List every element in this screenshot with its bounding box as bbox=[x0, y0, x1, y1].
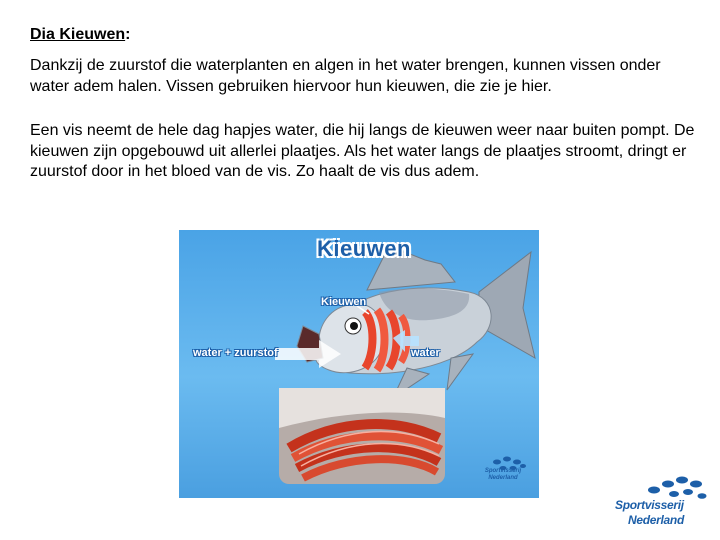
slide-heading bbox=[30, 26, 130, 44]
water-out-label: water bbox=[411, 347, 440, 359]
fish-pupil bbox=[350, 322, 358, 330]
logo-line2: Nederland bbox=[628, 513, 684, 527]
slide-heading-colon: : bbox=[125, 26, 131, 43]
figure-title: Kieuwen bbox=[317, 236, 411, 261]
figure-logo-line1: Sportvisserij bbox=[484, 468, 522, 474]
figure-logo bbox=[479, 456, 531, 492]
logo-drops-icon bbox=[612, 470, 712, 500]
sportvisserij-logo bbox=[612, 470, 712, 532]
paragraph-explanation: Een vis neemt de hele dag hapjes water, die hij langs de kieuwen weer naar buiten pompt. De kieuwen zijn opgebouwd uit allerlei plaatjes. Als het water langs de plaatjes stroomt, dringt er zuurstof door in het bloed van de vis. Zo haalt de vis dus adem. bbox=[30, 122, 695, 180]
water-in-label: water + zuurstof bbox=[193, 347, 278, 359]
gills-illustration bbox=[179, 230, 539, 498]
fish-anal-fin bbox=[447, 354, 473, 390]
gills-photo bbox=[279, 388, 445, 484]
gills-label: Kieuwen bbox=[321, 296, 367, 308]
paragraph-intro: Dankzij de zuurstof die waterplanten en algen in het water brengen, kunnen vissen onder water adem halen. Vissen gebruiken hiervoor hun kieuwen, die zie je hier. bbox=[30, 57, 661, 95]
slide-heading-title: Dia Kieuwen bbox=[30, 26, 126, 43]
logo-line1: Sportvisserij bbox=[615, 498, 684, 512]
figure-logo-line2: Nederland bbox=[488, 475, 518, 481]
